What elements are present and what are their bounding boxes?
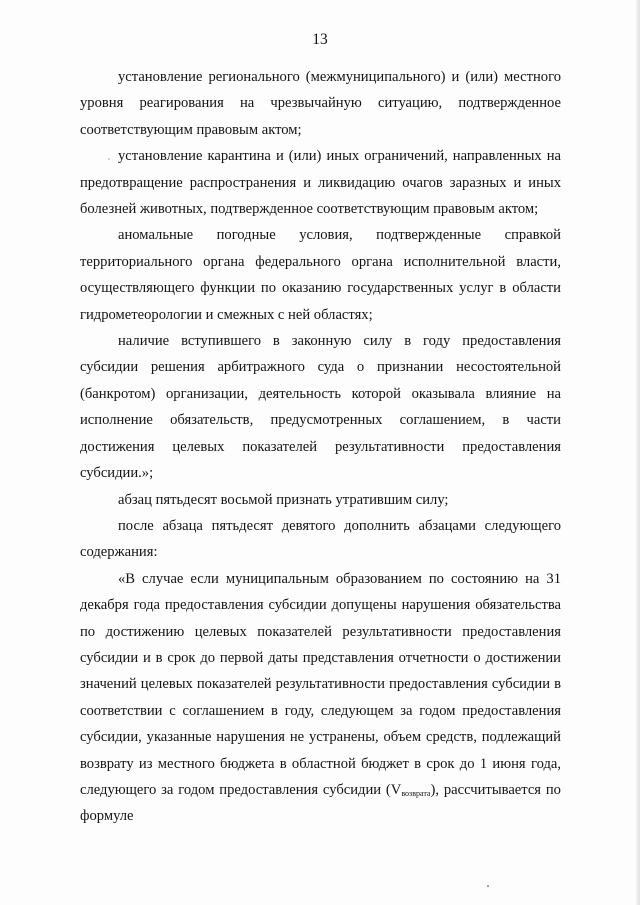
scan-edge-shadow [636,0,640,905]
paragraph-amend-59: после абзаца пятьдесят девятого дополнить абзацами следующего содержания: [80,517,561,561]
paragraph-refund-rule [80,566,561,830]
page-number: 13 [312,31,328,48]
refund-subscript: возврата [401,788,431,798]
paragraph-weather-conditions: аномальные погодные условия, подтвержденные справкой территориального органа федерального органа исполнительной власти, осуществляющего функции по оказанию государственных услуг в области гидрометеорологии и смежных с ней областях; [80,227,561,323]
scan-speck [487,885,489,887]
refund-rule-text: «В случае если муниципальным образованием по состоянию на 31 декабря года предоставления субсидии допущены нарушения обязательства по достижению целевых показателей результативности предоставления субсидии и в срок до первой даты представления отчетности о достижении значений целевых показателей результативности предоставления субсидии в соответствии с соглашением в году, следующем за годом предоставления субсидии, указанные нарушения не устранены, объем средств, подлежащий возврату из местного бюджета в областной бюджет в срок до 1 июня года, следующего за годом предоставления субсидии (V [80,570,561,798]
scan-speck [108,158,110,160]
paragraph-quarantine: установление карантина и (или) иных ограничений, направленных на предотвращение распространения и ликвидацию очагов заразных и иных болезней животных, подтвержденное соответствующим правовым актом; [80,148,561,218]
paragraph-repeal-58: абзац пятьдесят восьмой признать утратившим силу; [118,491,449,508]
document-body [80,64,561,830]
paragraph-bankruptcy: наличие вступившего в законную силу в году предоставления субсидии решения арбитражного суда о признании несостоятельной (банкротом) организации, деятельность которой оказывала влияние на исполнение обязательств, предусмотренных соглашением, в части достижения целевых показателей результативности предоставления субсидии.»; [80,333,561,482]
paragraph-emergency-response: установление регионального (межмуниципального) и (или) местного уровня реагирования на чрезвычайную ситуацию, подтвержденное соответствующим правовым актом; [80,69,561,138]
refund-rule-tail: ), рассчитывается по формуле [80,781,561,825]
